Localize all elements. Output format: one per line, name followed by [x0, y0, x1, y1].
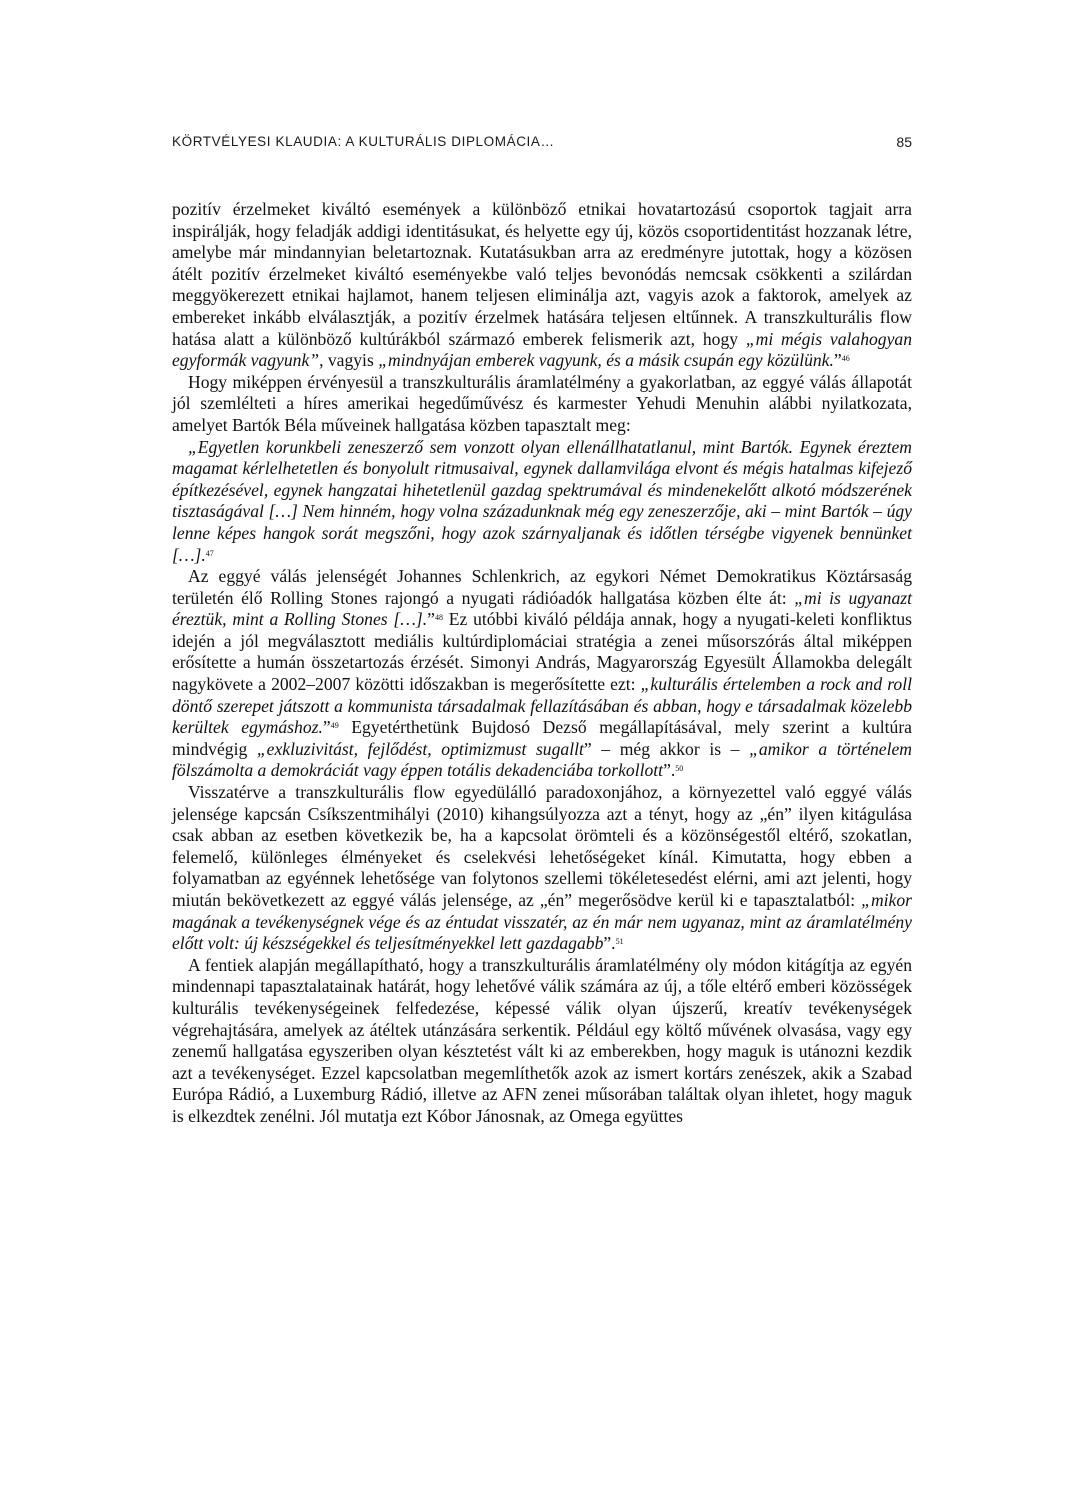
text-run: Ez utóbbi kiváló példája annak, hogy a nyugati-keleti konfliktus idején a jól megválasztott mediális kultúrdiplomáciai stratégia a zenei műsorszórás által miképpen erősítette a humán összetartozás érzését. Simonyi András, Magyarország Egyesült Államokba delegált nagykövete a 2002–2007 közötti időszakban is megerősítette ezt:: [172, 609, 912, 695]
italic-quotation: „mi mégis valahogyan egyformák vagyunk”: [172, 328, 912, 371]
italic-quotation: „mindnyájan emberek vagyunk, és a másik csupán egy közülünk.: [378, 350, 834, 371]
italic-quotation: „Egyetlen korunkbeli zeneszerző sem vonzott olyan ellenállhatatlanul, mint Bartók. Egynek éreztem magamat kérlelhetetlen és bonyolult ritmusaival, egynek dallamvilága elvont és mégis hatalmas kifejező építkezésével, egynek hangzatai hihetetlenül gazdag spektrumával és mindenekelőtt alkotó módszerének tisztaságával […] Nem hinném, hogy volna századunknak még egy zeneszerzője, aki – mint Bartók – úgy lenne képes hangok sorát megszőni, hogy azok szárnyaljanak és időtlen térségbe vigyenek bennünket […].: [172, 436, 912, 565]
text-run: Visszatérve a transzkulturális flow egyedülálló paradoxonjához, a környezettel való eggyé válás jelensége kapcsán Csíkszentmihályi (2010) kihangsúlyozza azt a tényt, hogy az „én” ilyen kitágulása csak abban az esetben következik be, ha a kapcsolat örömteli és a közönségestől eltérő, szokatlan, felemelő, különleges élményeket és cselekvési lehetőségeket kínál. Kimutatta, hogy ebben a folyamatban az egyénnek lehetősége van folytonos szellemi tökéletesedést elérni, ami azt jelenti, hogy miután bekövetkezett az eggyé válás jelensége, az „én” megerősödve kerül ki e tapasztalatból:: [172, 782, 912, 910]
footnote-marker: 47: [205, 548, 214, 558]
footnote-marker: 51: [615, 937, 624, 947]
text-run: ”: [322, 717, 331, 738]
footnote-marker: 48: [434, 613, 443, 623]
body-text: [172, 199, 912, 1128]
text-run: Az eggyé válás jelenségét Johannes Schlenkrich, az egykori Német Demokratikus Köztársaság területén élő Rolling Stones rajongó a nyugati rádióadók hallgatása közben élte át:: [172, 566, 912, 608]
italic-quotation: „amikor a történelem fölszámolta a demokráciát vagy éppen totális dekadenciába torkollott: [172, 738, 912, 781]
paragraph: [172, 199, 912, 372]
paragraph: [172, 955, 912, 1128]
text-run: Hogy miképpen érvényesül a transzkulturális áramlatélmény a gyakorlatban, az eggyé válás állapotát jól szemlélteti a híres amerikai hegedűművész és karmester Yehudi Menuhin alábbi nyilatkozata, amelyet Bartók Béla műveinek hallgatása közben tapasztalt meg:: [172, 371, 912, 435]
italic-quotation: „mikor magának a tevékenységnek vége és az éntudat visszatér, az én már nem ugyanaz, mint az áramlatélmény előtt volt: új készségekkel és teljesítményekkel lett gazdagabb: [172, 890, 912, 954]
footnote-marker: 46: [841, 354, 850, 364]
text-run: Egyetérthetünk Bujdosó Dezső megállapításával, mely szerint a kultúra mindvégig: [172, 717, 912, 759]
text-run: pozitív érzelmeket kiváltó események a különböző etnikai hovatartozású csoportok tagjait arra inspirálják, hogy feladják addigi identitásukat, és helyette egy új, közös csoportidentitást hozzanak létre, amelybe már mindannyian beletartoznak. Kutatásukban arra az eredményre jutottak, hogy a közösen átélt pozitív érzelmeket kiváltó eseményekbe való teljes bevonódás nemcsak csökkenti a szilárdan meggyökerezett etnikai hajlamot, hanem teljesen eliminálja azt, vagyis azok a faktorok, amelyek az embereket inkább elválasztják, a pozitív érzelmek hatására teljesen eltűnnek. A transzkulturális flow hatása alatt a különböző kultúrákból származó emberek felismerik azt, hogy: [172, 199, 912, 349]
text-run: ”: [833, 350, 842, 371]
paragraph: [172, 566, 912, 782]
text-run: ”.: [603, 933, 616, 954]
text-run: , vagyis: [319, 350, 379, 371]
italic-quotation: „kulturális értelemben a rock and roll döntő szerepet játszott a kommunista társadalmak fellazításában és abban, hogy e társadalmak közelebb kerültek egymáshoz.: [172, 674, 912, 738]
text-run: A fentiek alapján megállapítható, hogy a transzkulturális áramlatélmény oly módon kitágítja az egyén mindennapi tapasztalatainak határát, hogy lehetővé válik számára az új, a tőle eltérő emberi közösségek kulturális tevékenységeinek felfedezése, képessé válik olyan újszerű, kreatív tevékenységek végrehajtására, amelyek az átéltek utánzására serkentik. Például egy költő művének olvasása, vagy egy zenemű hallgatása egyszeriben olyan késztetést vált ki az emberekben, hogy maguk is utánozni kezdik azt a tevékenységet. Ezzel kapcsolatban megemlíthetők azok az ismert kortárs zenészek, akik a Szabad Európa Rádió, a Luxemburg Rádió, illetve az AFN zenei műsorában találtak olyan ihletet, hogy maguk is elkezdtek zenélni. Jól mutatja ezt Kóbor Jánosnak, az Omega együttes: [172, 954, 912, 1126]
italic-quotation: „exkluzivitást, fejlődést, optimizmust sugallt: [256, 738, 584, 759]
text-run: ”: [427, 609, 435, 630]
page-number: 85: [896, 134, 912, 150]
block-quote: [172, 437, 912, 567]
text-run: ” – még akkor is –: [583, 738, 750, 759]
footnote-marker: 49: [330, 721, 339, 731]
paragraph: [172, 372, 912, 437]
footnote-marker: 50: [675, 764, 684, 774]
text-run: ”.: [663, 760, 676, 781]
paragraph: [172, 782, 912, 955]
italic-quotation: „mi is ugyanazt éreztük, mint a Rolling Stones […].: [172, 587, 912, 630]
running-header: [172, 134, 912, 154]
running-title: KÖRTVÉLYESI KLAUDIA: A KULTURÁLIS DIPLOMÁCIA…: [172, 134, 555, 149]
